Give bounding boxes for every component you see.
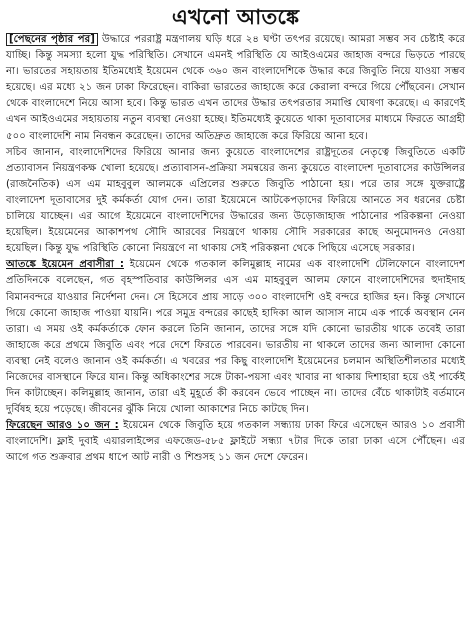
- article-headline: এখনো আতঙ্কে: [171, 5, 300, 29]
- paragraph-1-text: উদ্ধারে পররাষ্ট্র মন্ত্রণালয় ঘড়ি ধরে ২৪ ঘণ্টা তৎপর রয়েছে। আমরা সম্ভব সব চেষ্টাই করে যাচ্ছি। কিন্তু সমস্যা হলো যুদ্ধ পরিস্থিতি। সেখানে এমনই পরিস্থিতি যে আইওএমের জাহাজ বন্দরে ভিড়তে পারছে না। ভারতের সহায়তায় ইতিমধ্যেই ইয়েমেন থেকে ৩৬০ জন বাংলাদেশিকে উদ্ধার করে জিবুতি নিয়ে যাওয়া সম্ভব হয়েছে। এর মধ্যে ২১ জন ঢাকা ফিরেছেন। বাকিরা ভারতের জাহাজে করে কেরালা বন্দরে গিয়ে পৌঁছবেন। সেখান থেকে বাংলাদেশে নিয়ে আসা হবে। কিন্তু ভারত এখন তাদের উদ্ধার তৎপরতার সমাপ্তি ঘোষণা করেছে। এ কারণেই এখন আইওএমের সহায়তায় নতুন ব্যবস্থা নেওয়া হচ্ছে। ইতিমধ্যেই কুয়েতে থাকা দূতাবাসের মাধ্যমে ফিরতে আগ্রহী ৫০০ বাংলাদেশি নাম নিবন্ধন করেছেন। তাদের অতিদ্রুত জাহাজে করে ফিরিয়ে আনা হবে।: [6, 34, 465, 142]
- article-paragraph-1: [6, 32, 465, 145]
- subheading-ten-more-returned: ফিরেছেন আরও ১০ জন :: [6, 420, 119, 432]
- article-paragraph-4: [6, 418, 465, 466]
- paragraph-4-text: ইয়েমেন থেকে জিবুতি হয়ে গতকাল সন্ধ্যায় ঢাকা ফিরে এসেছেন আরও ১০ প্রবাসী বাংলাদেশি। ফ্লাই দুবাই এয়ারলাইন্সের এফজেড-৫৮৫ ফ্লাইটে সন্ধ্যা ৭টার দিকে তারা ঢাকা এসে পৌঁছেন। এর আগে গত শুক্রবার প্রথম ধাপে আট নারী ও শিশুসহ ১১ জন দেশে ফেরেন।: [6, 420, 465, 464]
- article-paragraph-2: সচিব জানান, বাংলাদেশিদের ফিরিয়ে আনার জন্য কুয়েতে বাংলাদেশের রাষ্ট্রদূতের নেতৃত্বে জিবুতিতে একটি প্রত্যাবাসন নিয়ন্ত্রণকক্ষ খোলা হয়েছে। প্রত্যাবাসন-প্রক্রিয়া সমন্বয়ের জন্য কুয়েতে বাংলাদেশ দূতাবাসের কাউন্সিলর (রাজনৈতিক) এস এম মাহবুবুল আলমকে এপ্রিলের শুরুতে জিবুতি পাঠানো হয়। পরে তার সঙ্গে যুক্তরাষ্ট্রে বাংলাদেশ দূতাবাসের দুই কর্মকর্তা যোগ দেন। তারা ইয়েমেনে আটকেপড়াদের ফিরিয়ে আনতে সব ধরনের চেষ্টা চালিয়ে যাচ্ছেন। এর আগে ইয়েমেনে বাংলাদেশিদের উদ্ধারের জন্য উড়োজাহাজ পাঠানোর পরিকল্পনা নেওয়া হয়েছিল। ইয়েমেনের আকাশপথ সৌদি আরবের নিয়ন্ত্রণে থাকায় সৌদি সরকারের কাছে অনুমোদনও নেওয়া হয়েছিল। কিন্তু যুদ্ধ পরিস্থিতি কোনো নিয়ন্ত্রণে না থাকায় সেই পরিকল্পনা থেকে পিছিয়ে এসেছে সরকার।: [6, 146, 465, 255]
- article-paragraph-3: [6, 257, 465, 418]
- lead-label: [পেছনের পৃষ্ঠার পর]: [6, 33, 98, 46]
- subheading-expats-in-fear: আতঙ্কে ইয়েমেন প্রবাসীরা :: [6, 259, 124, 271]
- paragraph-3-text: ইয়েমেন থেকে গতকাল কলিমুল্লাহ নামের এক বাংলাদেশি টেলিফোনে বাংলাদেশ প্রতিদিনকে বলেছেন, গত বৃহস্পতিবার কাউন্সিলর এস এম মাহবুবুল আলম ফোনে বাংলাদেশিদের হুদাইদাহ বিমানবন্দরে যাওয়ার নির্দেশনা দেন। সে হিসেবে প্রায় সাড়ে ৩০০ বাংলাদেশি ওই বন্দরে হাজির হন। কিন্তু সেখানে গিয়ে কোনো জাহাজ পাওয়া যায়নি। পরে সমুদ্র বন্দরের কাছেই হাদিকা আল আসাস নামে এক পার্কে অবস্থান নেন তারা। এ সময় ওই কর্মকর্তাকে ফোন করলে তিনি জানান, তাদের সঙ্গে যদি কোনো ভারতীয় থাকে তবেই তারা জাহাজে করে প্রথমে জিবুতি এবং পরে দেশে ফিরতে পারবেন। ভারতীয় না থাকলে তাদের জন্য আলাদা কোনো ব্যবস্থা নেই বলেও জানান ওই কর্মকর্তা। এ খবরের পর কিছু বাংলাদেশি ইয়েমেনের চলমান অস্থিতিশীলতার মধ্যেই নিজেদের বাসস্থানে ফিরে যান। কিন্তু অধিকাংশের সঙ্গে টাকা-পয়সা এবং খাবার না থাকায় দিশাহারা হয়ে ওই পার্কেই দিন কাটাচ্ছেন। কলিমুল্লাহ জানান, তারা এই মুহূর্তে কী করবেন ভেবে পাচ্ছেন না। তাদের বেঁচে থাকাটাই বর্তমানে দুর্বিষহ হয়ে পড়েছে। জীবনের ঝুঁকি নিয়ে খোলা আকাশের নিচে কাটছে দিন।: [6, 259, 466, 416]
